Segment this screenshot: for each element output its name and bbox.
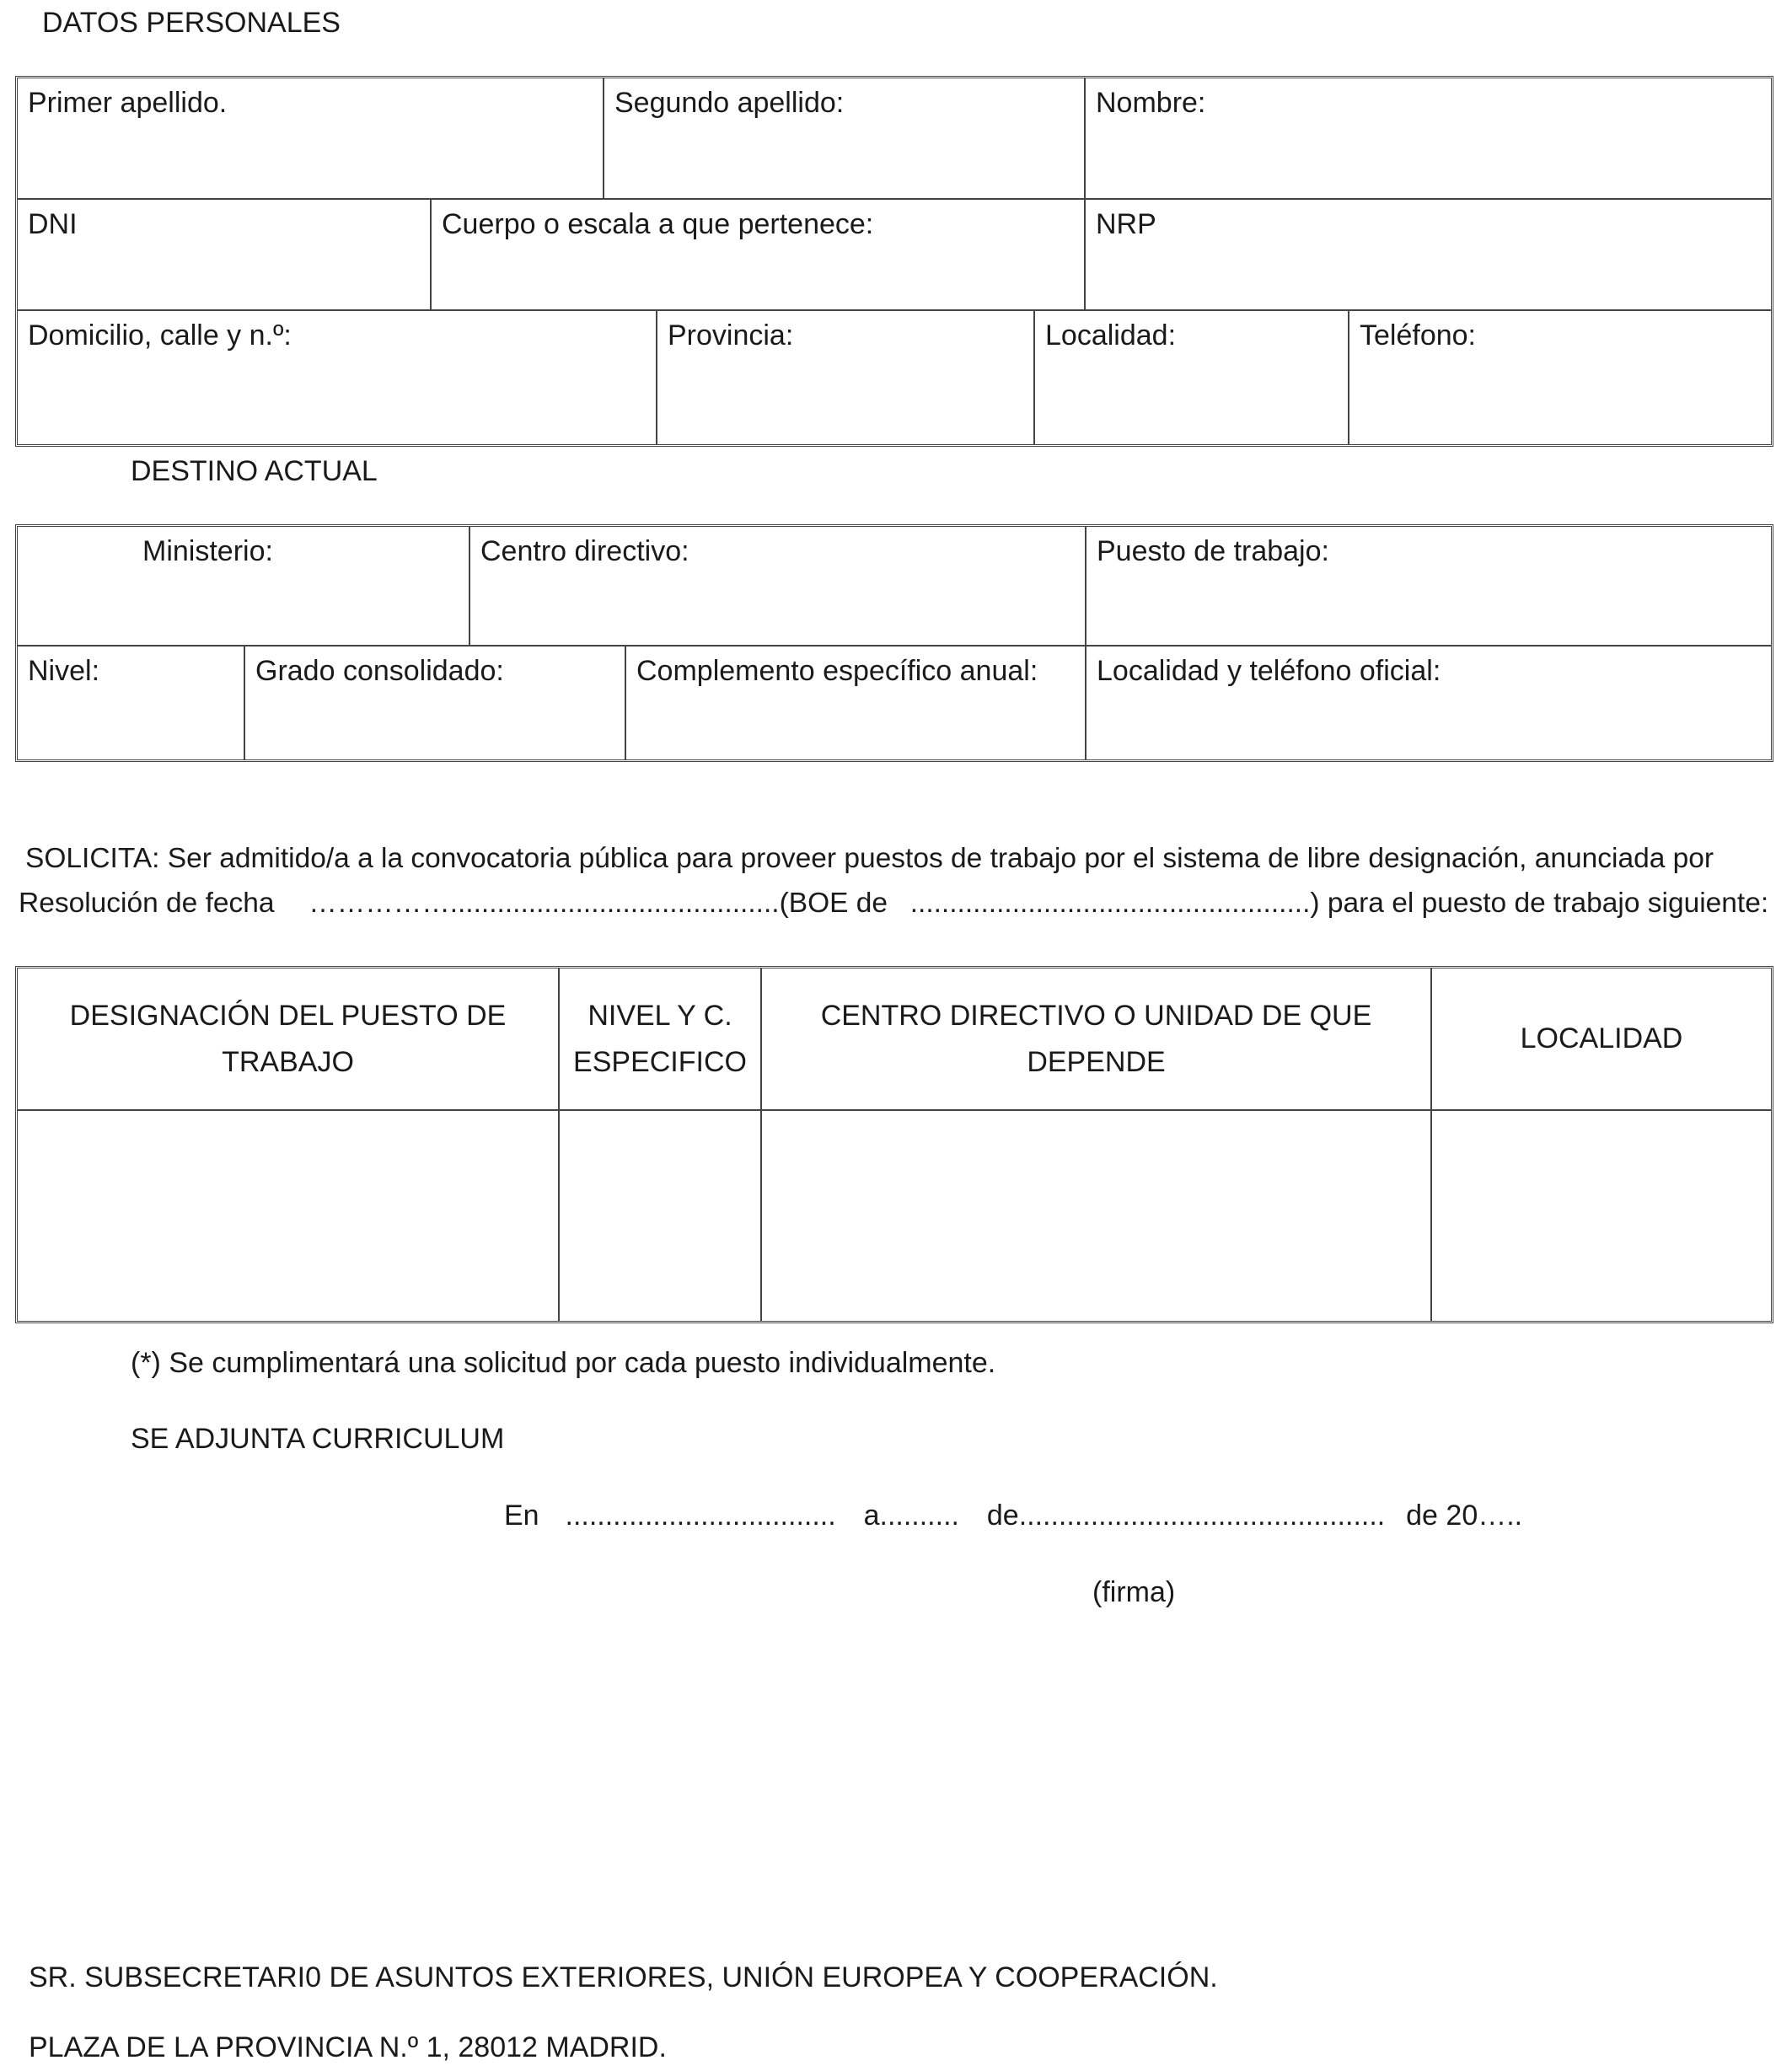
province-label: Provincia:: [668, 319, 794, 351]
personal-row-1: [18, 78, 1771, 200]
request-resolution-label: Resolución de fecha: [19, 888, 275, 919]
addressee-line-2: PLAZA DE LA PROVINCIA N.º 1, 28012 MADRID.: [29, 2031, 667, 2063]
first-surname-field[interactable]: [18, 78, 604, 198]
grade-field[interactable]: [245, 647, 626, 759]
first-surname-label: Primer apellido.: [28, 87, 228, 119]
corps-field[interactable]: [432, 200, 1086, 309]
official-locality-phone-field[interactable]: [1086, 647, 1771, 759]
date-line: [504, 1501, 1522, 1530]
date-month-blank[interactable]: de..............................................: [986, 1500, 1386, 1532]
ministry-field[interactable]: [18, 527, 470, 645]
level-field[interactable]: [18, 647, 245, 759]
resolution-date-blank[interactable]: ……………..........................................(BOE de: [309, 888, 888, 919]
level-input-cell[interactable]: [560, 1111, 762, 1321]
header-designation: [18, 968, 560, 1109]
signature-label: (firma): [1092, 1576, 1176, 1608]
nrp-label: NRP: [1096, 208, 1156, 240]
personal-data-table: [15, 76, 1773, 447]
current-post-table: [15, 524, 1773, 762]
corps-label: Cuerpo o escala a que pertenece:: [442, 208, 874, 240]
directorate-field[interactable]: [470, 527, 1086, 645]
header-directorate-text: CENTRO DIRECTIVO O UNIDAD DE QUE DEPENDE: [820, 1000, 1372, 1078]
addressee-line-1: SR. SUBSECRETARI0 DE ASUNTOS EXTERIORES, UNIÓN EUROPEA Y COOPERACIÓN.: [29, 1961, 1218, 1993]
date-place-blank[interactable]: ..................................: [565, 1500, 836, 1532]
dni-field[interactable]: [18, 200, 432, 309]
header-level-text: [573, 993, 747, 1085]
second-surname-label: Segundo apellido:: [614, 87, 845, 119]
position-header-row: [18, 968, 1771, 1111]
specific-complement-field[interactable]: [626, 647, 1086, 759]
locality-input-cell[interactable]: [1432, 1111, 1771, 1321]
header-level-line-1: NIVEL Y C.: [587, 1000, 732, 1033]
locality-field[interactable]: [1035, 311, 1349, 444]
section-title-current: DESTINO ACTUAL: [131, 455, 378, 487]
date-day-blank[interactable]: a..........: [863, 1500, 959, 1532]
personal-row-2: [18, 200, 1771, 311]
address-field[interactable]: [18, 311, 657, 444]
designation-input-cell[interactable]: [18, 1111, 560, 1321]
grade-label: Grado consolidado:: [255, 655, 504, 687]
position-entry-row: [18, 1111, 1771, 1321]
phone-label: Teléfono:: [1360, 319, 1476, 351]
province-field[interactable]: [657, 311, 1035, 444]
date-en-label: En: [504, 1500, 539, 1532]
header-locality: [1432, 968, 1771, 1109]
header-level-line-2: ESPECIFICO: [573, 1045, 747, 1078]
ministry-label: Ministerio:: [142, 535, 273, 567]
personal-row-3: [18, 311, 1771, 444]
directorate-input-cell[interactable]: [762, 1111, 1432, 1321]
official-locality-phone-label: Localidad y teléfono oficial:: [1097, 655, 1441, 687]
header-level: [560, 968, 762, 1109]
boe-date-blank[interactable]: ...................................................) para el puesto de trabajo siguiente:: [909, 888, 1769, 919]
job-post-field[interactable]: [1086, 527, 1771, 645]
second-surname-field[interactable]: [604, 78, 1086, 198]
nrp-field[interactable]: [1086, 200, 1771, 309]
locality-label: Localidad:: [1045, 319, 1177, 351]
current-row-2: [18, 647, 1771, 759]
name-field[interactable]: [1086, 78, 1771, 198]
position-table: [15, 966, 1773, 1323]
phone-field[interactable]: [1349, 311, 1771, 444]
request-line-2: [19, 889, 1768, 918]
specific-complement-label: Complemento específico anual:: [636, 655, 1038, 687]
header-directorate: [762, 968, 1432, 1109]
dni-label: DNI: [28, 208, 78, 240]
section-title-personal: DATOS PERSONALES: [42, 7, 341, 39]
header-designation-text: DESIGNACIÓN DEL PUESTO DE TRABAJO: [69, 1000, 507, 1078]
note-text: (*) Se cumplimentará una solicitud por cada puesto individualmente.: [131, 1347, 996, 1379]
date-year-blank[interactable]: de 20…..: [1406, 1500, 1523, 1532]
attach-text: SE ADJUNTA CURRICULUM: [131, 1423, 505, 1455]
current-row-1: [18, 527, 1771, 647]
job-post-label: Puesto de trabajo:: [1097, 535, 1329, 567]
level-label: Nivel:: [28, 655, 100, 687]
name-label: Nombre:: [1096, 87, 1206, 119]
address-label: Domicilio, calle y n.º:: [28, 319, 292, 351]
request-line-1: SOLICITA: Ser admitido/a a la convocatoria pública para proveer puestos de trabajo por el sistema de libre designación, anunciada por: [25, 843, 1714, 874]
header-locality-text: LOCALIDAD: [1520, 1022, 1683, 1055]
directorate-label: Centro directivo:: [480, 535, 689, 567]
